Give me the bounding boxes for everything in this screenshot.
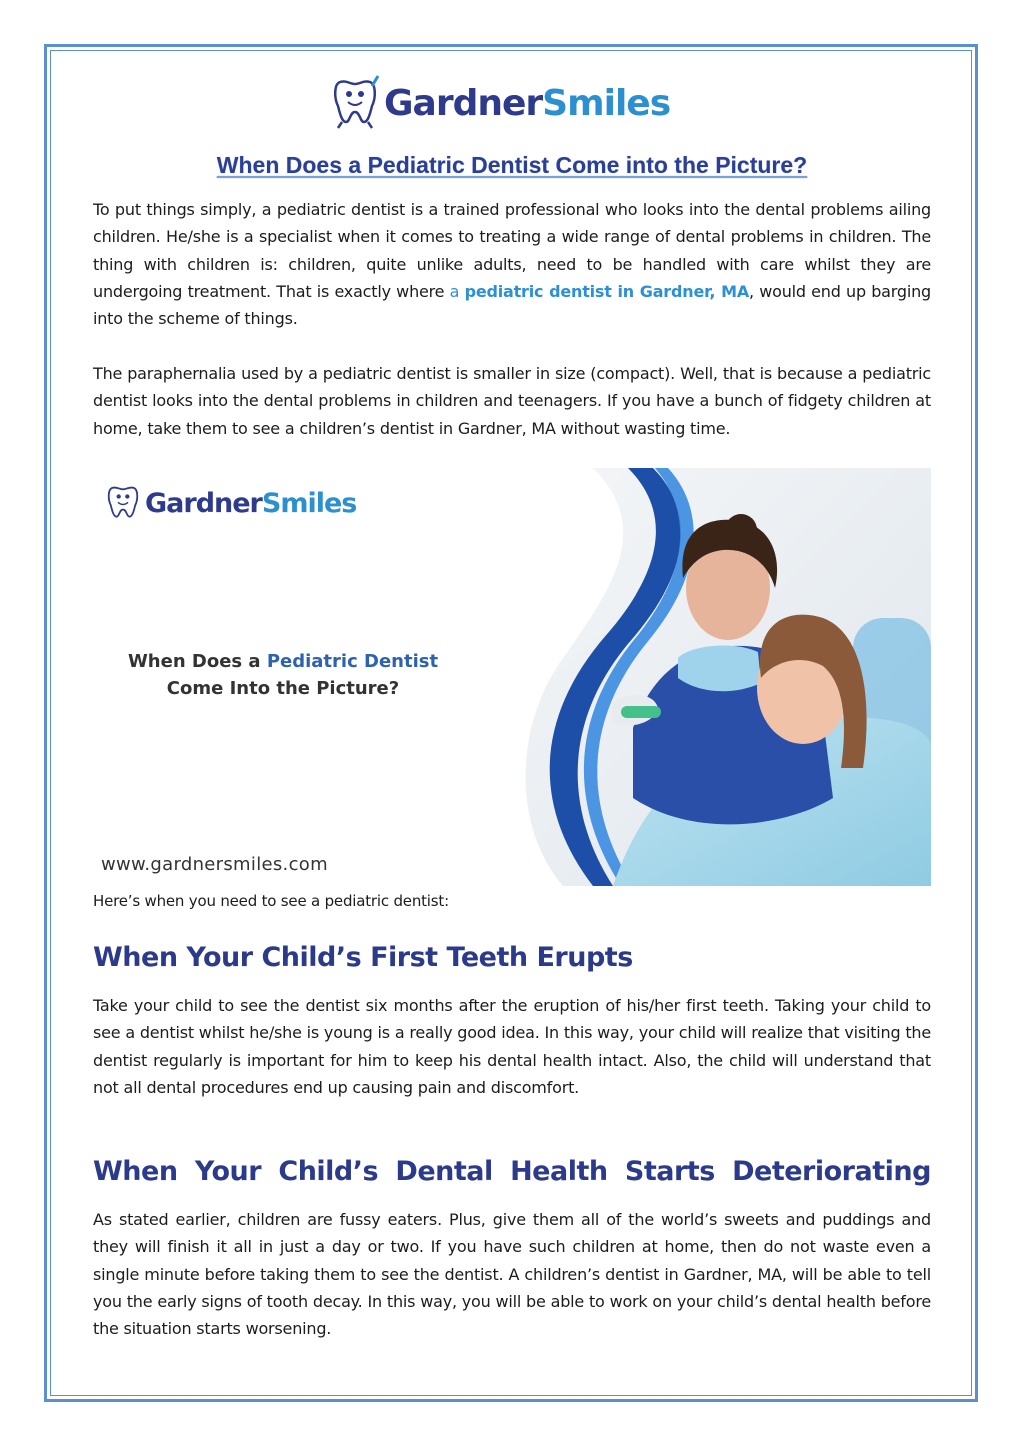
intro-paragraph-2: The paraphernalia used by a pediatric dentist is smaller in size (compact). Well, that is because a pediatric dentist looks into the dental problems in children and teenagers. If you have a bunch of fidgety children at home, take them to see a children’s dentist in Gardner, MA without wasting time. [93,364,931,438]
intro-paragraph-1: To put things simply, a pediatric dentist is a trained professional who looks into the dental problems ailing children. He/she is a specialist when it comes to treating a wide range of dental problems in children. The thing with children is: children, quite unlike adults, need to be handled with care whilst they are undergoing treatment. That is exactly where a pediatric dentist in Gardner, MA, would end up barging into the scheme of things. [93,200,931,329]
banner-logo [105,482,356,524]
tooth-mascot-icon [330,74,380,132]
banner-image [93,468,931,886]
banner-wordmark: GardnerSmiles [145,487,357,519]
banner-heading: When Does a Pediatric Dentist Come Into the Picture? [127,651,439,699]
pediatric-dentist-link[interactable]: pediatric dentist in Gardner, MA [464,281,750,301]
tooth-mascot-icon [105,482,141,524]
section-2-heading: When Your Child’s Dental Health Starts Deteriorating [93,1156,931,1187]
image-caption: Here’s when you need to see a pediatric dentist: [93,892,449,910]
banner-url: www.gardnersmiles.com [101,854,328,875]
brand-logo [330,72,690,134]
brand-wordmark: GardnerSmiles [384,82,671,124]
section-2-body: As stated earlier, children are fussy eaters. Plus, give them all of the world’s sweets and puddings and they will finish it all in just a day or two. If you have such children at home, then do not waste even a single minute before taking them to see the dentist. A children’s dentist in Gardner, MA, will be able to tell you the early signs of tooth decay. In this way, you will be able to work on your child’s dental health before the situation starts worsening. [93,1210,931,1339]
section-1-body: Take your child to see the dentist six months after the eruption of his/her first teeth. Taking your child to see a dentist whilst he/she is young is a really good idea. In this way, your child will realize that visiting the dentist regularly is important for him to keep his dental health intact. Also, the child will understand that not all dental procedures end up causing pain and discomfort. [93,996,931,1097]
page-title: When Does a Pediatric Dentist Come into the Picture? [216,152,808,178]
section-1-heading: When Your Child’s First Teeth Erupts [93,942,633,973]
